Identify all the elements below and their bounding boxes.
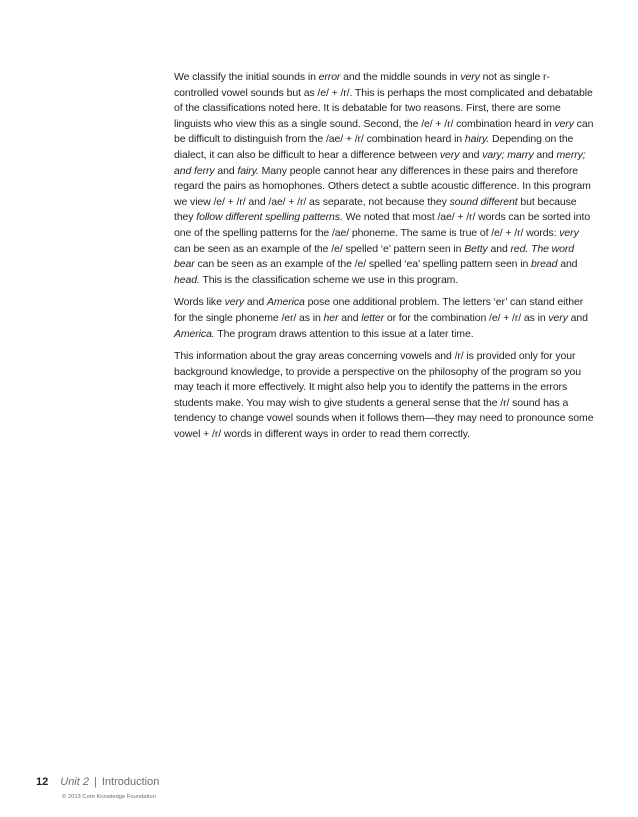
italic-term: error xyxy=(318,71,341,83)
footer-divider: | xyxy=(94,776,97,788)
italic-term: fairy. xyxy=(237,164,259,177)
page-body xyxy=(174,70,594,450)
italic-term: very xyxy=(554,117,574,130)
paragraph-classification: We classify the initial sounds in error and the middle sounds in very not as single r-controlled vowel sounds but as /e/ + /r/. This is perhaps the most complicated and debatable of the classifications noted here. It is debatable for two reasons. First, there are some linguists who view this as a single sound. Second, the /e/ + /r/ combination heard in very can be difficult to distinguish from the /ae/ + /r/ combination heard in hairy. Depending on the dialect, it can also be difficult to hear a difference between very and vary; marry and merry; and ferry and fairy. Many people cannot hear any differences in these pairs and therefore regard the pairs as homophones. Others detect a subtle acoustic difference. In this program we view /e/ + /r/ and /ae/ + /r/ as separate, not because they sound different but because they follow different spelling patterns. We noted that most /ae/ + /r/ words can be sorted into one of the spelling patterns for the /ae/ phoneme. The same is true of /e/ + /r/ words: very can be seen as an example of the /e/ spelled ‘e’ pattern seen in Betty and red. The word bear can be seen as an example of the /e/ spelled ‘ea’ spelling pattern seen in bread and head. This is the classification scheme we use in this program. xyxy=(174,71,594,286)
italic-term: very xyxy=(460,71,480,83)
italic-term: Betty xyxy=(464,242,488,255)
italic-term: America xyxy=(266,296,305,309)
italic-term: bread xyxy=(531,258,558,271)
italic-term: red. The word bear xyxy=(174,242,575,271)
italic-term: America. xyxy=(174,327,215,340)
italic-term: letter xyxy=(361,311,385,324)
italic-term: her xyxy=(323,311,339,324)
page-number: 12 xyxy=(36,776,49,788)
paragraph-background: This information about the gray areas concerning vowels and /r/ is provided only for your background knowledge, to provide a perspective on the philosophy of the program so you may teach it more effectively. It might also help you to identify the patterns in the errors students make. You may wish to give students a general sense that the /r/ sound has a tendency to change vowel sounds when it follows them—they may need to pronounce some vowel + /r/ words in different ways in order to read them correctly. xyxy=(174,350,594,441)
italic-term: vary; marry xyxy=(482,148,534,161)
italic-term: merry; and ferry xyxy=(174,148,586,177)
italic-term: very xyxy=(548,311,568,324)
italic-term: very xyxy=(439,148,460,161)
italic-term: hairy. xyxy=(464,133,490,146)
italic-term: follow different spelling patterns. xyxy=(196,211,343,224)
footer-line xyxy=(36,776,436,788)
italic-term: very xyxy=(559,226,579,239)
unit-label: Unit 2 xyxy=(60,776,89,788)
italic-term: sound different xyxy=(449,195,518,208)
italic-term: head. xyxy=(174,273,200,286)
italic-term: very xyxy=(224,296,245,309)
copyright-notice: © 2013 Core Knowledge Foundation xyxy=(62,794,156,800)
section-label: Introduction xyxy=(101,776,160,788)
paragraph-er-words: Words like very and America pose one additional problem. The letters ‘er’ can stand either for the single phoneme /er/ as in her and letter or for the combination /e/ + /r/ as in very and America. The program draws attention to this issue at a later time. xyxy=(174,296,588,340)
page-footer xyxy=(36,776,436,800)
